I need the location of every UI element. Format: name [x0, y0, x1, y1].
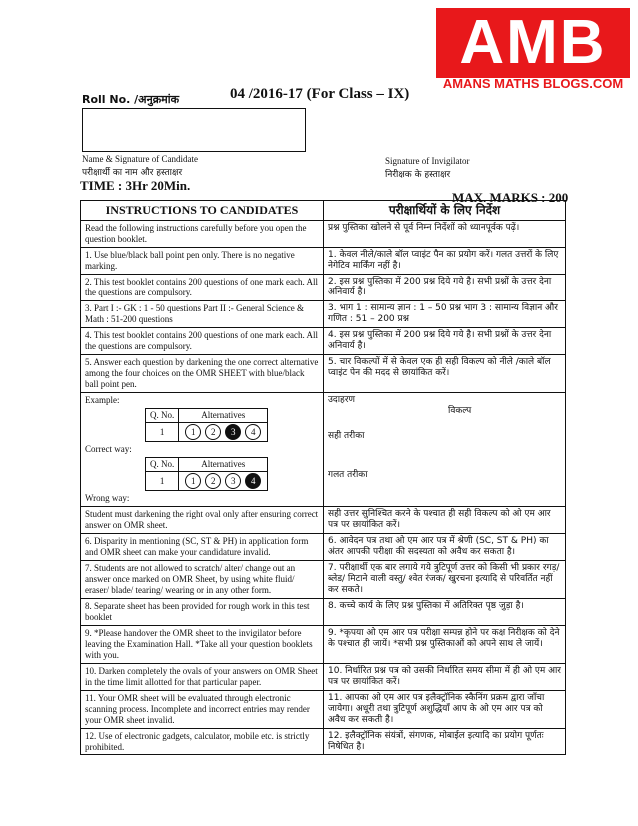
item-5-hi: 5. चार विकल्पों में से केवल एक ही सही विकल्प को नीले /काले बॉल प्वाइंट पेन की मदद से छायांकित करें।	[323, 355, 565, 392]
item-6-hi: 6. आवेदन पत्र तथा ओ एम आर पत्र में श्रेणी (SC, ST & PH) का अंतर आपकी परीक्षा की सदस्यता को अवैध कर सकता है।	[323, 534, 565, 560]
logo-caption: AMANS MATHS BLOGS.COM	[442, 76, 624, 91]
example-label-hi: उदाहरण	[328, 395, 356, 406]
item-11-en: 11. Your OMR sheet will be evaluated through electronic scanning process. Incomplete and incorrect entries may render your OMR sheet invalid.	[85, 692, 310, 725]
item-12-hi: 12. इलैक्ट्रॉनिक संयंत्रों, संगणक, मोबाईल इत्यादि का प्रयोग पूर्णतः निषेधित है।	[323, 729, 565, 755]
example-hi	[323, 393, 565, 506]
alt-header: Alternatives	[179, 409, 268, 423]
logo-letters: AMB	[436, 8, 630, 78]
item-8-hi: 8. कच्चे कार्य के लिए प्रश्न पुस्तिका में अतिरिक्त पृष्ठ जुड़ा है।	[323, 599, 565, 625]
option-circle: 2	[205, 424, 221, 440]
item-4-en: 4. This test booklet contains 200 questions of one mark each. All the questions are compulsory.	[85, 330, 319, 352]
example-en	[81, 393, 323, 506]
item-10-hi: 10. निर्धारित प्रश्न पत्र को उसकी निर्धारित समय सीमा में ही ओ एम आर पत्र पर छायांकित करें।	[323, 664, 565, 690]
item-1-en: 1. Use blue/black ball point pen only. There is no negative marking.	[85, 249, 295, 271]
option-circle: 2	[205, 473, 221, 489]
item-9-en: 9. *Please handover the OMR sheet to the invigilator before leaving the Examination Hall. *Take all your question booklets with you.	[85, 627, 313, 660]
head-hi: परीक्षार्थियों के लिए निर्देश	[323, 201, 565, 220]
item-3-en: 3. Part I :- GK : 1 - 50 questions Part II :- General Science & Math : 51-200 questions	[85, 303, 304, 325]
item-8-en: 8. Separate sheet has been provided for rough work in this test booklet	[85, 600, 310, 622]
item-12-en: 12. Use of electronic gadgets, calculator, mobile etc. is strictly prohibited.	[85, 730, 310, 752]
option-circle: 1	[185, 473, 201, 489]
logo	[436, 8, 630, 90]
name-label-en: Name & Signature of Candidate	[82, 154, 198, 164]
alt-header: Alternatives	[179, 458, 268, 472]
item-6-en: 6. Disparity in mentioning (SC, ST & PH) in application form and OMR sheet can make your candidature invalid.	[85, 536, 309, 557]
qno-value: 1	[146, 472, 179, 491]
note-hi: सही उत्तर सुनिश्चित करने के पश्चात ही सही विकल्प को ओ एम आर पत्र पर छायांकित करें।	[323, 507, 565, 533]
instructions-table	[80, 200, 566, 755]
example-table-wrong	[145, 457, 268, 491]
item-2-en: 2. This test booklet contains 200 questions of one mark each. All the questions are compulsory.	[85, 276, 319, 298]
item-11-hi: 11. आपका ओ एम आर पत्र इलैक्ट्रॉनिक स्कैनिंग प्रक्रम द्वारा जाँचा जायेगा। अधूरी तथा त्रुटिपूर्ण अशुद्धियाँ आप के ओ एम आर पत्र को अवैध कर सकती है।	[323, 691, 565, 728]
item-4-hi: 4. इस प्रश्न पुस्तिका में 200 प्रश्न दिये गये है। सभी प्रश्नों के उत्तर देना अनिवार्य है।	[323, 328, 565, 354]
option-circle: 4	[245, 424, 261, 440]
wrong-way-label-hi: गलत तरीका	[328, 470, 368, 481]
options-wrong	[179, 472, 268, 491]
note-en: Student must darkening the right oval only after ensuring correct answer on OMR sheet.	[85, 509, 319, 531]
roll-label: Roll No. /अनुक्रमांक	[82, 93, 180, 106]
option-circle: 3	[225, 473, 241, 489]
head-en: INSTRUCTIONS TO CANDIDATES	[105, 203, 299, 217]
item-1-hi: 1. केवल नीले/काले बॉल प्वाइंट पैन का प्रयोग करें। गलत उत्तरों के लिए नेगेटिव मार्किंग नहीं है।	[323, 248, 565, 274]
item-3-hi: 3. भाग 1 : सामान्य ज्ञान : 1 – 50 प्रश्न भाग 3 : सामान्य विज्ञान और गणित : 51 – 200 प्रश्न	[323, 301, 565, 327]
name-label-hi: परीक्षार्थी का नाम और हस्ताक्षर	[82, 168, 183, 178]
qno-header: Q. No.	[146, 409, 179, 423]
alt-header-hi: विकल्प	[448, 406, 472, 417]
max-marks-label: MAX. MARKS : 200	[452, 190, 569, 205]
item-10-en: 10. Darken completely the ovals of your answers on OMR Sheet in the time limit allotted for that particular paper.	[85, 665, 318, 687]
item-7-en: 7. Students are not allowed to scratch/ alter/ change out an answer once marked on OMR Sheet, by using white fluid/ eraser/ blade/ tearing/ wearing or in any other form.	[85, 562, 296, 595]
correct-way-label: Correct way:	[85, 444, 132, 455]
example-table-correct	[145, 408, 268, 442]
invigilator-label-en: Signature of Invigilator	[385, 156, 470, 166]
roll-box	[82, 108, 306, 152]
wrong-way-label: Wrong way:	[85, 493, 130, 504]
item-2-hi: 2. इस प्रश्न पुस्तिका में 200 प्रश्न दिये गये है। सभी प्रश्नों के उत्तर देना अनिवार्य है।	[323, 275, 565, 301]
options-correct	[179, 423, 268, 442]
correct-way-label-hi: सही तरीका	[328, 431, 365, 442]
page-title: 04 /2016-17 (For Class – IX)	[230, 86, 410, 102]
time-label: TIME : 3Hr 20Min.	[80, 178, 191, 193]
item-5-en: 5. Answer each question by darkening the one correct alternative among the four choices on the OMR SHEET with blue/black ball point pen.	[85, 357, 319, 390]
invigilator-label-hi: निरीक्षक के हस्ताक्षर	[385, 170, 451, 180]
qno-header: Q. No.	[146, 458, 179, 472]
intro-en: Read the following instructions carefully before you open the question booklet.	[85, 222, 307, 244]
option-circle-filled: 4	[245, 473, 261, 489]
item-9-hi: 9. *कृपया ओ एम आर पत्र परीक्षा सम्पन्न होने पर कक्ष निरीक्षक को देने के पश्चात ही जायें। *सभी प्रश्न पुस्तिकाओं को अपने साथ ले जायें।	[323, 626, 565, 663]
option-circle-filled: 3	[225, 424, 241, 440]
intro-hi: प्रश्न पुस्तिका खोलने से पूर्व निम्न निर्देशों को ध्यानपूर्वक पढ़ें।	[323, 221, 565, 247]
option-circle: 1	[185, 424, 201, 440]
qno-value: 1	[146, 423, 179, 442]
item-7-hi: 7. परीक्षार्थी एक बार लगाये गये त्रुटिपूर्ण उत्तर को किसी भी प्रकार रगड़/ ब्लेड/ मिटाने वाली वस्तु/ श्वेत रंजक/ खुरचना इत्यादि से परिवर्तित नहीं कर सकते।	[323, 561, 565, 598]
example-label-en: Example:	[85, 395, 120, 406]
